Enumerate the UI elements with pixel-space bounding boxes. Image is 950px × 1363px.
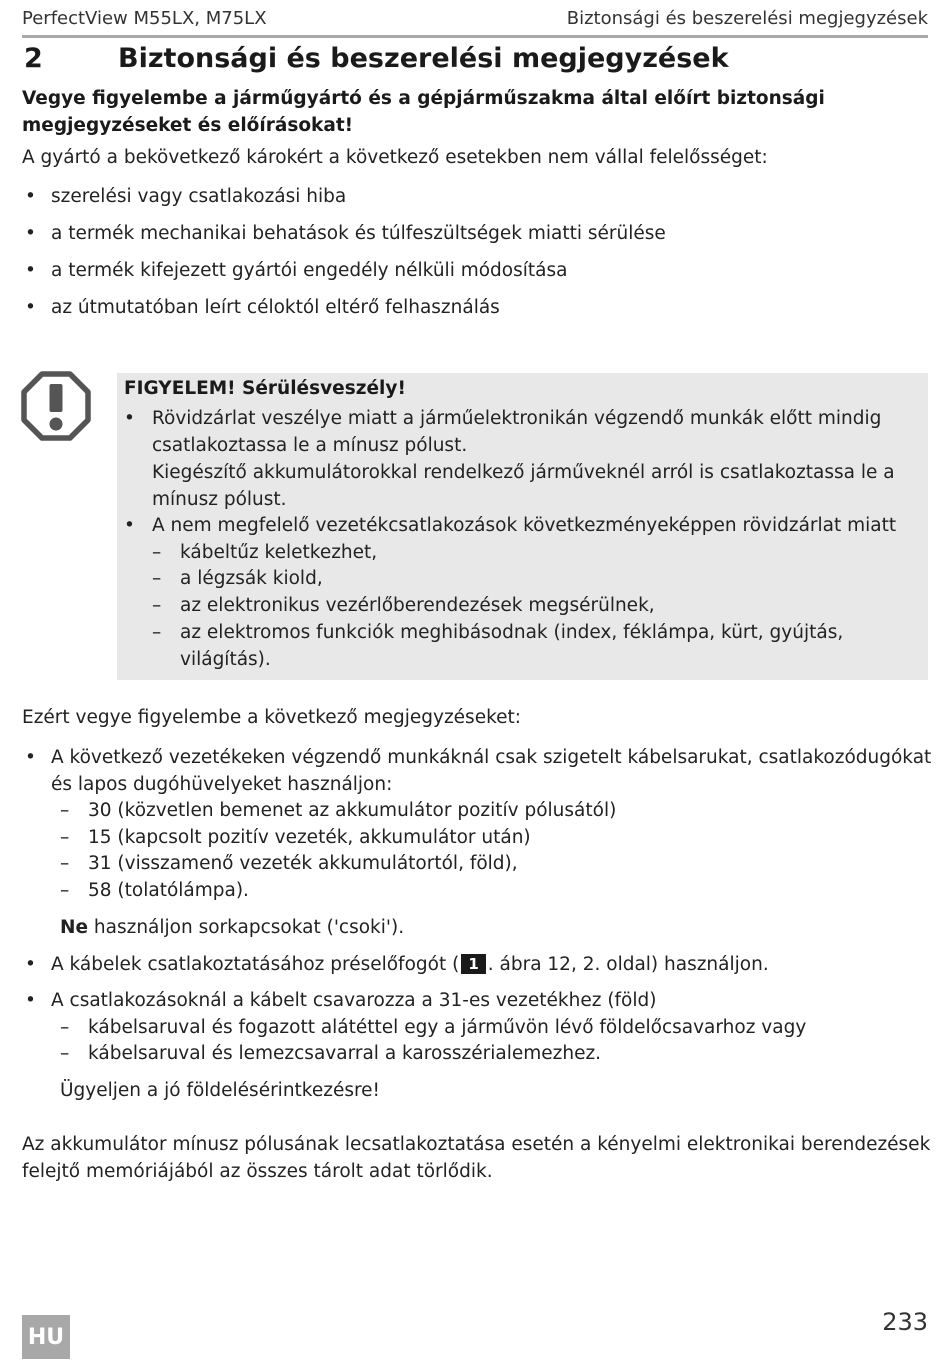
dash-icon: – — [60, 880, 70, 901]
dash-icon: – — [152, 622, 162, 643]
bullet-icon: • — [25, 223, 36, 244]
list-item: • szerelési vagy csatlakozási hiba — [0, 183, 666, 220]
language-badge: HU — [22, 1315, 70, 1359]
bullet-icon: • — [25, 747, 36, 768]
header-chapter-title: Biztonsági és beszerelési megjegyzések — [566, 8, 928, 29]
warning-text: mínusz pólust. — [152, 489, 287, 510]
warning-subitem: az elektromos funkciók meghibásodnak (index, féklámpa, kürt, gyújtás, — [180, 622, 844, 643]
warning-box — [117, 373, 928, 680]
bullet-icon: • — [25, 990, 36, 1011]
warning-subitem: kábeltűz keletkezhet, — [180, 542, 378, 563]
note-subitem: 58 (tolatólámpa). — [88, 880, 249, 901]
dash-icon: – — [60, 800, 70, 821]
lead-paragraph — [22, 85, 902, 139]
warning-text: A nem megfelelő vezetékcsatlakozások következményeképpen rövidzárlat miatt — [152, 515, 897, 536]
warning-text: Kiegészítő akkumulátorokkal rendelkező járműveknél arról is csatlakoztassa le a — [152, 462, 895, 483]
header-product-name: PerfectView M55LX, M75LX — [22, 8, 267, 29]
warning-subitem: a légzsák kiold, — [180, 568, 323, 589]
dash-icon: – — [60, 1017, 70, 1038]
page-number: 233 — [882, 1308, 928, 1336]
liability-intro: A gyártó a bekövetkező károkért a következő esetekben nem vállal felelősséget: — [22, 147, 768, 168]
exclamation-octagon-icon — [20, 370, 92, 442]
note-subitem: 15 (kapcsolt pozitív vezeték, akkumulátor után) — [88, 827, 531, 848]
lead-line: Vegye figyelembe a járműgyártó és a gépjárműszakma által előírt biztonsági — [22, 88, 825, 109]
note-text: A csatlakozásoknál a kábelt csavarozza a 31-es vezetékhez (föld) — [51, 990, 657, 1011]
dash-icon: – — [60, 827, 70, 848]
section-title: Biztonsági és beszerelési megjegyzések — [118, 43, 729, 74]
dash-icon: – — [152, 568, 162, 589]
bullet-icon: • — [124, 408, 135, 429]
warning-subitem: az elektronikus vezérlőberendezések megsérülnek, — [180, 595, 655, 616]
warning-title: FIGYELEM! Sérülésveszély! — [124, 378, 406, 399]
bullet-icon: • — [124, 515, 135, 536]
dash-icon: – — [60, 1043, 70, 1064]
note-subitem: kábelsaruval és lemezcsavarral a karosszérialemezhez. — [88, 1043, 602, 1064]
note-subitem: 30 (közvetlen bemenet az akkumulátor pozitív pólusától) — [88, 800, 617, 821]
note-text: A kábelek csatlakoztatásához préselőfogót ( 1 . ábra 12, 2. oldal) használjon. — [51, 954, 769, 975]
bullet-icon: • — [25, 186, 36, 207]
note-text: A következő vezetékeken végzendő munkáknál csak szigetelt kábelsarukat, csatlakozódugókat — [51, 747, 932, 768]
bullet-icon: • — [25, 260, 36, 281]
dash-icon: – — [152, 542, 162, 563]
warning-subitem: világítás). — [180, 649, 271, 670]
dash-icon: – — [152, 595, 162, 616]
bullet-icon: • — [25, 954, 36, 975]
closing-paragraph — [22, 1131, 932, 1185]
note-subitem: kábelsaruval és fogazott alátéttel egy a járművön lévő földelőcsavarhoz vagy — [88, 1017, 807, 1038]
lead-line: megjegyzéseket és előírásokat! — [22, 115, 354, 136]
note-tail: Ügyeljen a jó földelésérintkezésre! — [60, 1080, 380, 1101]
liability-list — [0, 183, 666, 331]
note-subitem: 31 (visszamenő vezeték akkumulátortól, föld), — [88, 853, 518, 874]
header-divider — [22, 35, 928, 38]
dash-icon: – — [60, 853, 70, 874]
warning-text: csatlakoztassa le a mínusz pólust. — [152, 435, 468, 456]
closing-line: felejtő memóriájából az összes tárolt adat törlődik. — [22, 1161, 493, 1182]
note-text: és lapos dugóhüvelyeket használjon: — [51, 774, 393, 795]
notes-intro: Ezért vegye figyelembe a következő megjegyzéseket: — [22, 707, 521, 728]
closing-line: Az akkumulátor mínusz pólusának lecsatlakoztatása esetén a kényelmi elektronikai berendezések — [22, 1134, 931, 1155]
note-tail: Ne használjon sorkapcsokat ('csoki'). — [60, 917, 405, 938]
list-item: • az útmutatóban leírt céloktól eltérő felhasználás — [0, 294, 666, 331]
list-item: • a termék mechanikai behatások és túlfeszültségek miatti sérülése — [0, 220, 666, 257]
section-number: 2 — [24, 43, 43, 74]
bullet-icon: • — [25, 297, 36, 318]
warning-text: Rövidzárlat veszélye miatt a járműelektronikán végzendő munkák előtt mindig — [152, 408, 882, 429]
list-item: • a termék kifejezett gyártói engedély nélküli módosítása — [0, 257, 666, 294]
figure-number-badge: 1 — [461, 954, 485, 974]
